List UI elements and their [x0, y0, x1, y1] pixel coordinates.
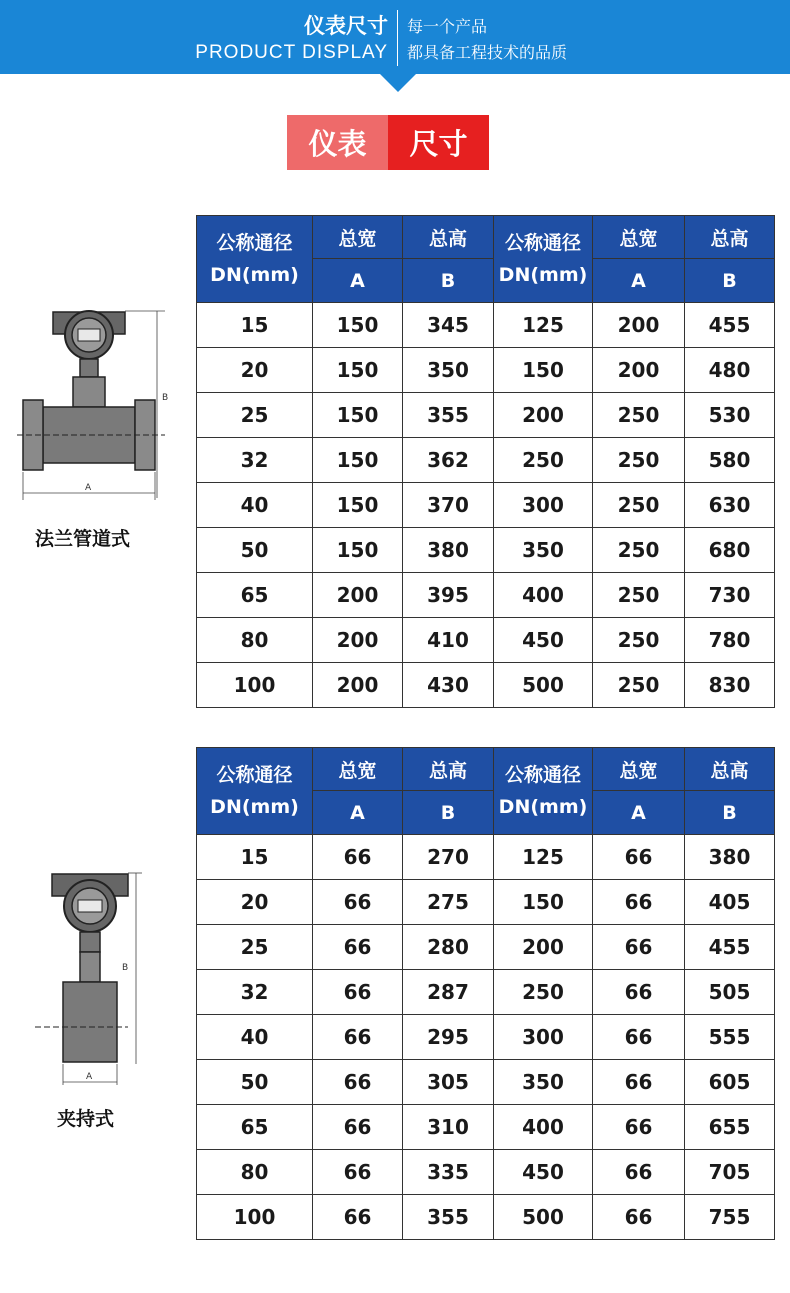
- banner-slogan-line1: 每一个产品: [407, 17, 488, 36]
- table-cell: 355: [403, 393, 494, 438]
- flange-table-body: [197, 303, 775, 708]
- header-dn-line2: DN(mm): [498, 796, 588, 818]
- table-cell: 25: [197, 393, 313, 438]
- section-badge: [287, 115, 489, 170]
- table-cell: 250: [593, 663, 685, 708]
- table-row: [197, 438, 775, 483]
- table-cell: 350: [494, 1060, 593, 1105]
- header-width: 总宽: [313, 216, 403, 259]
- table-cell: 405: [685, 880, 775, 925]
- table-cell: 310: [403, 1105, 494, 1150]
- flange-dim-a-label: A: [85, 483, 92, 493]
- table-cell: 66: [593, 1015, 685, 1060]
- table-row: [197, 835, 775, 880]
- table-cell: 125: [494, 303, 593, 348]
- table-row: [197, 925, 775, 970]
- table-cell: 200: [313, 663, 403, 708]
- table-cell: 150: [494, 348, 593, 393]
- table-cell: 350: [403, 348, 494, 393]
- table-cell: 66: [313, 925, 403, 970]
- table-cell: 362: [403, 438, 494, 483]
- table-cell: 66: [593, 880, 685, 925]
- table-cell: 300: [494, 483, 593, 528]
- table-cell: 66: [313, 835, 403, 880]
- header-dn-line1: 公称通径: [504, 232, 581, 254]
- table-cell: 50: [197, 528, 313, 573]
- table-row: [197, 528, 775, 573]
- table-cell: 65: [197, 1105, 313, 1150]
- table-cell: 270: [403, 835, 494, 880]
- badge-left-text: 仪表: [287, 115, 388, 170]
- flange-size-table: [196, 215, 775, 708]
- table-cell: 605: [685, 1060, 775, 1105]
- table-cell: 66: [593, 970, 685, 1015]
- table-cell: 755: [685, 1195, 775, 1240]
- header-code-b: B: [403, 791, 494, 835]
- clamp-dim-a-label: A: [86, 1072, 93, 1082]
- table-cell: 250: [593, 573, 685, 618]
- flange-dim-b-label: B: [162, 393, 169, 403]
- table-cell: 125: [494, 835, 593, 880]
- table-cell: 66: [593, 1060, 685, 1105]
- header-height: 总高: [685, 748, 775, 791]
- table-row: [197, 618, 775, 663]
- table-cell: 300: [494, 1015, 593, 1060]
- table-cell: 200: [313, 618, 403, 663]
- header-width: 总宽: [593, 748, 685, 791]
- table-cell: 15: [197, 303, 313, 348]
- clamp-caption: 夹持式: [57, 1108, 115, 1130]
- header-dn: [197, 216, 313, 303]
- table-row: [197, 1105, 775, 1150]
- table-cell: 66: [593, 1150, 685, 1195]
- table-cell: 455: [685, 303, 775, 348]
- banner-title: 仪表尺寸: [304, 14, 388, 38]
- header-code-a: A: [593, 259, 685, 303]
- table-cell: 335: [403, 1150, 494, 1195]
- table-row: [197, 303, 775, 348]
- table-cell: 20: [197, 880, 313, 925]
- table-row: [197, 880, 775, 925]
- table-cell: 450: [494, 1150, 593, 1195]
- table-cell: 400: [494, 1105, 593, 1150]
- table-cell: 150: [313, 303, 403, 348]
- table-cell: 400: [494, 573, 593, 618]
- table-cell: 200: [593, 348, 685, 393]
- header-code-a: A: [313, 259, 403, 303]
- table-cell: 250: [593, 528, 685, 573]
- table-cell: 66: [313, 1060, 403, 1105]
- table-row: [197, 1195, 775, 1240]
- flange-caption: 法兰管道式: [35, 528, 131, 550]
- table-cell: 530: [685, 393, 775, 438]
- table-cell: 32: [197, 970, 313, 1015]
- header-code-a: A: [593, 791, 685, 835]
- table-cell: 455: [685, 925, 775, 970]
- clamp-table-body: [197, 835, 775, 1240]
- table-row: [197, 348, 775, 393]
- table-cell: 555: [685, 1015, 775, 1060]
- table-cell: 250: [593, 438, 685, 483]
- table-cell: 150: [313, 483, 403, 528]
- table-cell: 250: [494, 438, 593, 483]
- table-cell: 40: [197, 1015, 313, 1060]
- header-dn-line1: 公称通径: [216, 232, 293, 254]
- table-cell: 200: [494, 393, 593, 438]
- table-cell: 730: [685, 573, 775, 618]
- table-cell: 66: [313, 1015, 403, 1060]
- table-cell: 66: [593, 1105, 685, 1150]
- header-width: 总宽: [593, 216, 685, 259]
- table-row: [197, 1060, 775, 1105]
- header-dn-line1: 公称通径: [504, 764, 581, 786]
- table-cell: 66: [593, 925, 685, 970]
- table-cell: 305: [403, 1060, 494, 1105]
- clamp-dim-b-label: B: [122, 963, 129, 973]
- table-cell: 370: [403, 483, 494, 528]
- table-cell: 580: [685, 438, 775, 483]
- table-cell: 150: [494, 880, 593, 925]
- header-dn: [197, 748, 313, 835]
- table-cell: 15: [197, 835, 313, 880]
- table-cell: 150: [313, 393, 403, 438]
- table-cell: 50: [197, 1060, 313, 1105]
- flange-meter-drawing: [15, 300, 175, 505]
- table-cell: 380: [403, 528, 494, 573]
- table-cell: 480: [685, 348, 775, 393]
- table-cell: 100: [197, 1195, 313, 1240]
- header-dn-line2: DN(mm): [498, 264, 588, 286]
- header-dn-line2: DN(mm): [210, 796, 299, 818]
- table-row: [197, 663, 775, 708]
- header-height: 总高: [403, 748, 494, 791]
- table-cell: 450: [494, 618, 593, 663]
- header-dn-line1: 公称通径: [216, 764, 293, 786]
- table-cell: 410: [403, 618, 494, 663]
- banner-arrow: [380, 74, 416, 92]
- header-width: 总宽: [313, 748, 403, 791]
- table-row: [197, 483, 775, 528]
- table-cell: 200: [593, 303, 685, 348]
- table-cell: 345: [403, 303, 494, 348]
- table-cell: 780: [685, 618, 775, 663]
- table-cell: 80: [197, 1150, 313, 1195]
- table-cell: 500: [494, 663, 593, 708]
- header-height: 总高: [403, 216, 494, 259]
- table-cell: 287: [403, 970, 494, 1015]
- table-cell: 66: [313, 1105, 403, 1150]
- table-cell: 250: [494, 970, 593, 1015]
- table-cell: 66: [313, 880, 403, 925]
- table-cell: 655: [685, 1105, 775, 1150]
- table-cell: 830: [685, 663, 775, 708]
- table-cell: 40: [197, 483, 313, 528]
- clamp-size-table: [196, 747, 775, 1240]
- header-dn-line2: DN(mm): [210, 264, 299, 286]
- table-row: [197, 970, 775, 1015]
- table-cell: 295: [403, 1015, 494, 1060]
- table-cell: 66: [313, 970, 403, 1015]
- banner-subtitle: PRODUCT DISPLAY: [195, 42, 388, 63]
- header-banner: [0, 0, 790, 74]
- table-row: [197, 393, 775, 438]
- table-cell: 150: [313, 438, 403, 483]
- table-cell: 355: [403, 1195, 494, 1240]
- table-cell: 66: [593, 1195, 685, 1240]
- table-cell: 150: [313, 528, 403, 573]
- table-cell: 680: [685, 528, 775, 573]
- header-code-b: B: [685, 259, 775, 303]
- table-cell: 25: [197, 925, 313, 970]
- table-cell: 395: [403, 573, 494, 618]
- table-cell: 250: [593, 483, 685, 528]
- table-cell: 65: [197, 573, 313, 618]
- clamp-meter-drawing: [30, 870, 150, 1090]
- table-cell: 66: [313, 1195, 403, 1240]
- banner-divider: [397, 10, 398, 66]
- header-code-b: B: [403, 259, 494, 303]
- header-height: 总高: [685, 216, 775, 259]
- table-cell: 20: [197, 348, 313, 393]
- header-code-a: A: [313, 791, 403, 835]
- table-cell: 250: [593, 393, 685, 438]
- table-cell: 380: [685, 835, 775, 880]
- table-row: [197, 573, 775, 618]
- table-cell: 430: [403, 663, 494, 708]
- header-dn: [494, 216, 593, 303]
- header-code-b: B: [685, 791, 775, 835]
- badge-right-text: 尺寸: [388, 115, 489, 170]
- table-cell: 66: [313, 1150, 403, 1195]
- table-cell: 80: [197, 618, 313, 663]
- table-row: [197, 1150, 775, 1195]
- table-cell: 350: [494, 528, 593, 573]
- table-cell: 505: [685, 970, 775, 1015]
- table-cell: 100: [197, 663, 313, 708]
- table-row: [197, 1015, 775, 1060]
- header-dn: [494, 748, 593, 835]
- table-cell: 250: [593, 618, 685, 663]
- table-cell: 200: [494, 925, 593, 970]
- table-cell: 200: [313, 573, 403, 618]
- table-cell: 280: [403, 925, 494, 970]
- banner-slogan-line2: 都具备工程技术的品质: [407, 43, 568, 62]
- table-cell: 500: [494, 1195, 593, 1240]
- table-cell: 32: [197, 438, 313, 483]
- table-cell: 705: [685, 1150, 775, 1195]
- table-cell: 275: [403, 880, 494, 925]
- table-cell: 150: [313, 348, 403, 393]
- table-cell: 630: [685, 483, 775, 528]
- table-cell: 66: [593, 835, 685, 880]
